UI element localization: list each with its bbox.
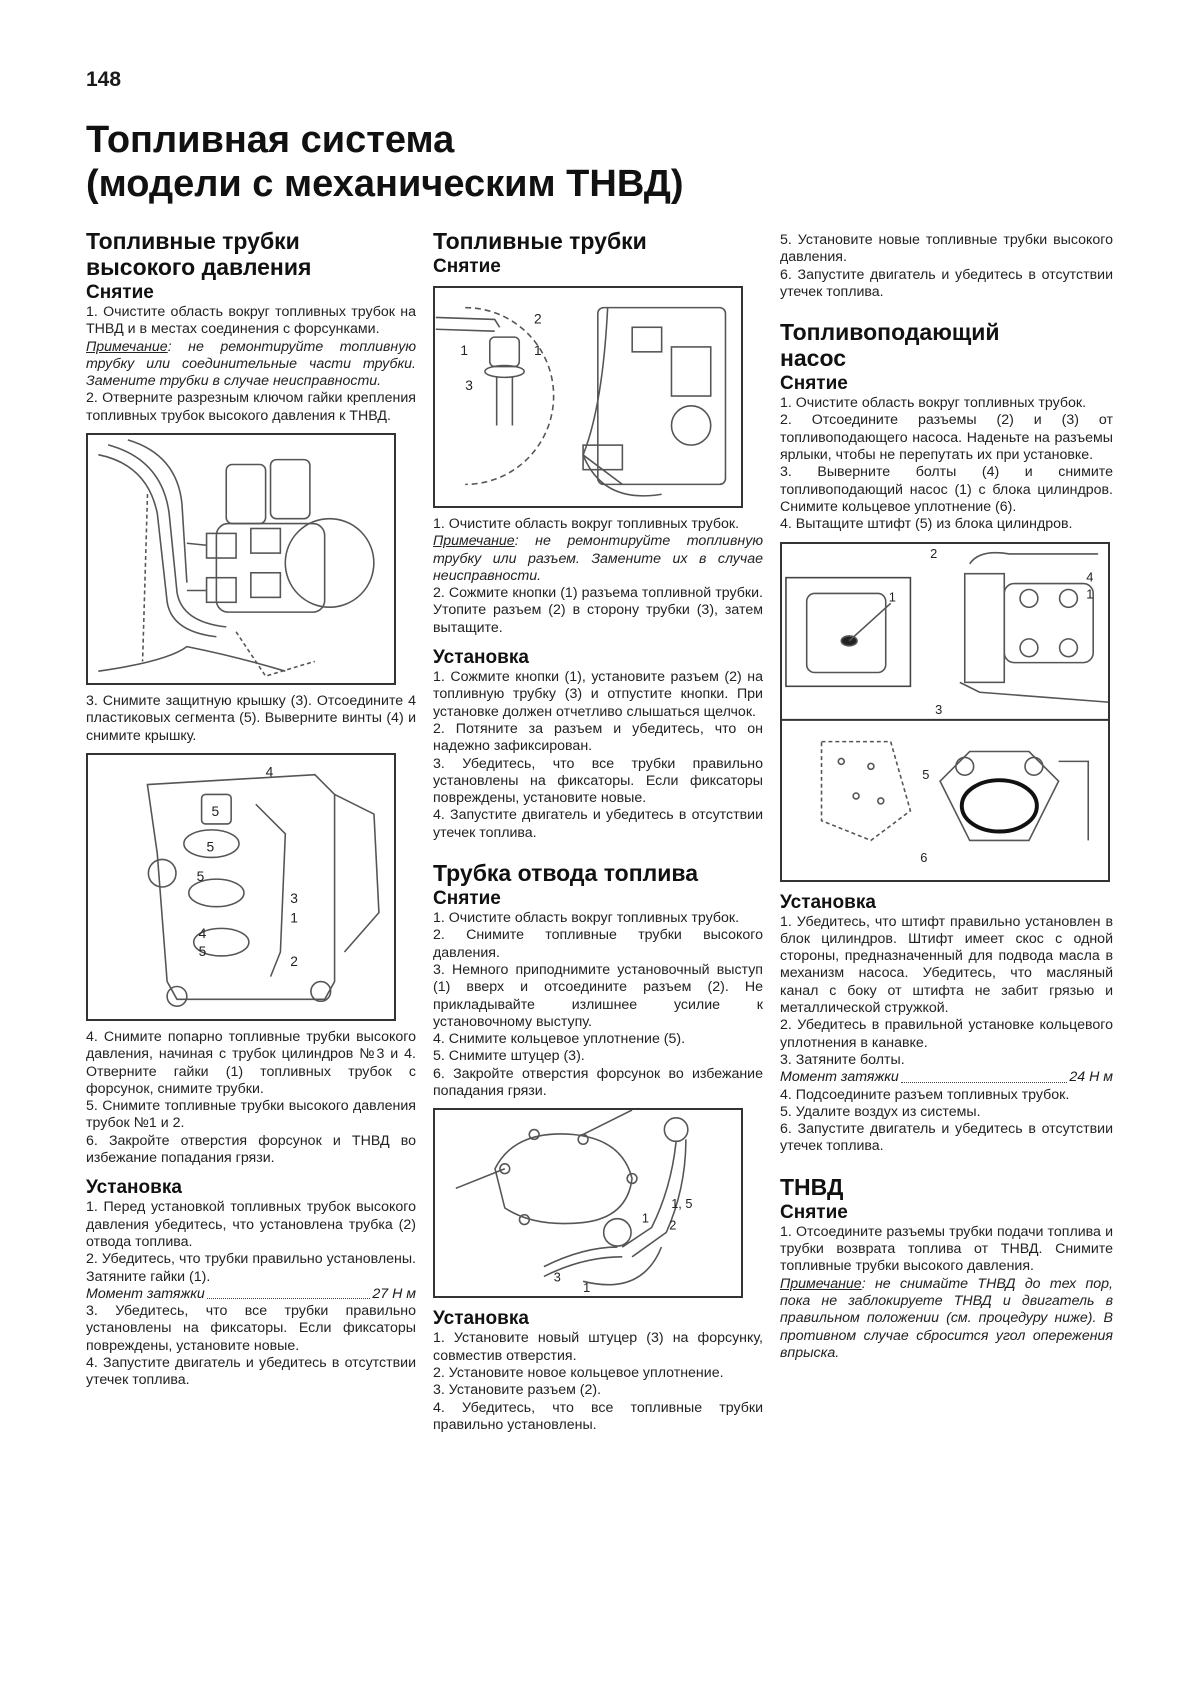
step: 5. Снимите штуцер (3). <box>433 1048 585 1065</box>
step: 2. Сожмите кнопки (1) разъема топливной трубки. Утопите разъем (2) в сторону трубки (3), затем вытащите. <box>433 585 763 636</box>
callout-label: 6 <box>920 849 928 865</box>
torque-value: 24 Н м <box>1069 1069 1113 1086</box>
step: 4. Запустите двигатель и убедитесь в отсутствии утечек топлива. <box>433 807 763 841</box>
torque-spec <box>780 1069 1113 1086</box>
step: 1. Установите новый штуцер (3) на форсунку, совместив отверстия. <box>433 1330 763 1364</box>
callout-label: 1 <box>583 1280 591 1296</box>
step: 4. Запустите двигатель и убедитесь в отсутствии утечек топлива. <box>86 1355 416 1389</box>
column-3 <box>780 232 1113 1362</box>
note-text: : не ремонтируйте топливную трубку или соединительные части трубки. Замените трубки в случае неисправности. <box>86 338 416 390</box>
step: 1. Перед установкой топливных трубок высокого давления убедитесь, что установлена трубка (2) отвода топлива. <box>86 1199 416 1250</box>
removal-heading: Снятие <box>780 1201 848 1223</box>
figure-fuel-connector <box>433 286 743 508</box>
page-number: 148 <box>86 68 122 91</box>
section-title-line: Топливоподающий <box>780 319 1000 346</box>
step: 5. Снимите топливные трубки высокого давления трубок №1 и 2. <box>86 1098 416 1132</box>
figure-feed-pump <box>780 542 1110 882</box>
callout-label: 1 <box>1086 585 1094 601</box>
step: 1. Очистите область вокруг топливных трубок. <box>433 516 740 532</box>
step: 4. Снимите попарно топливные трубки высокого давления, начиная с трубок цилиндров №3 и 4. Отверните гайки (1) топливных трубок с форсунок, снимите трубки. <box>86 1028 416 1097</box>
connector-illustration-icon <box>435 288 741 506</box>
removal-heading: Снятие <box>433 888 501 910</box>
note-label: Примечание <box>86 338 168 355</box>
callout-label: 4 <box>265 764 274 780</box>
callout-label: 1 <box>641 1210 649 1226</box>
callout-label: 5 <box>211 804 220 820</box>
torque-label: Момент затяжки <box>780 1069 899 1086</box>
step: 3. Выверните болты (4) и снимите топливоподающий насос (1) с блока цилиндров. Снимите кольцевое уплотнение (6). <box>780 464 1113 515</box>
callout-label: 2 <box>669 1217 677 1233</box>
page-title-line1: Топливная система <box>86 119 455 161</box>
step: 3. Установите разъем (2). <box>433 1382 602 1399</box>
step: 3. Убедитесь, что все трубки правильно установлены на фиксаторы. Если фиксаторы повреждены, установите новые. <box>433 755 763 807</box>
step: 4. Подсоедините разъем топливных трубок. <box>780 1086 1070 1103</box>
callout-label: 1 <box>460 342 468 358</box>
step: 4. Вытащите штифт (5) из блока цилиндров. <box>780 516 1073 533</box>
figure-return-tube <box>433 1108 743 1298</box>
torque-label: Момент затяжки <box>86 1285 205 1302</box>
step: 3. Снимите защитную крышку (3). Отсоедините 4 пластиковых сегмента (5). Выверните винты (4) и снимите крышку. <box>86 693 416 744</box>
note <box>86 339 416 391</box>
callout-label: 2 <box>533 311 542 327</box>
callout-label: 3 <box>465 378 473 394</box>
step: 2. Отсоедините разъемы (2) и (3) от топливоподающего насоса. Наденьте на разъемы ярлыки, чтобы не перепутать их при установке. <box>780 412 1113 464</box>
callout-label: 3 <box>290 890 298 906</box>
head-cover-illustration-icon <box>88 755 394 1019</box>
step: 2. Отверните разрезным ключом гайки крепления топливных трубок высокого давления к ТНВД. <box>86 390 416 424</box>
callout-label: 1, 5 <box>671 1196 693 1212</box>
step: 2. Потяните за разъем и убедитесь, что он надежно зафиксирован. <box>433 720 763 755</box>
step: 6. Запустите двигатель и убедитесь в отсутствии утечек топлива. <box>780 1121 1113 1155</box>
return-tube-illustration-icon <box>435 1110 741 1296</box>
callout-label: 3 <box>553 1269 561 1285</box>
column-1 <box>86 228 416 1390</box>
section-title-return-tube: Трубка отвода топлива <box>433 860 698 887</box>
step: 6. Закройте отверстия форсунок и ТНВД во избежание попадания грязи. <box>86 1132 416 1167</box>
callout-label: 1 <box>888 588 896 604</box>
section-title-fuel-tubes: Топливные трубки <box>433 228 647 254</box>
callout-label: 4 <box>198 926 207 942</box>
removal-heading: Снятие <box>433 256 501 277</box>
section-title-line: высокого давления <box>86 254 312 280</box>
section-title-feed-pump <box>780 319 1113 371</box>
note <box>433 533 763 585</box>
callout-label: 3 <box>935 701 943 717</box>
step: 1. Отсоедините разъемы трубки подачи топлива и трубки возврата топлива от ТНВД. Снимите топливные трубки высокого давления. <box>780 1223 1113 1275</box>
step: 6. Запустите двигатель и убедитесь в отсутствии утечек топлива. <box>780 266 1113 300</box>
step: 2. Убедитесь в правильной установке кольцевого уплотнения в канавке. <box>780 1017 1113 1051</box>
page-title-line2: (модели с механическим ТНВД) <box>86 163 684 205</box>
step: 2. Убедитесь, что трубки правильно установлены. Затяните гайки (1). <box>86 1251 416 1285</box>
figure-cylinder-head-cover <box>86 753 396 1021</box>
callout-label: 2 <box>930 545 938 561</box>
step: 5. Установите новые топливные трубки высокого давления. <box>780 232 1113 266</box>
install-heading: Установка <box>780 891 876 913</box>
feed-pump-illustration-icon <box>782 544 1108 880</box>
section-title-hp-tubes <box>86 228 416 280</box>
step: 1. Очистите область вокруг топливных трубок на ТНВД и в местах соединения с форсунками. <box>86 304 416 338</box>
step: 1. Убедитесь, что штифт правильно установлен в блок цилиндров. Штифт имеет скос с одной стороны, предназначенный для подвода масла в механизм насоса. Убедитесь, что масляный канал с боку от штифта не забит грязью и металлической стружкой. <box>780 913 1113 1017</box>
install-heading: Установка <box>433 1308 529 1330</box>
step: 4. Убедитесь, что все топливные трубки правильно установлены. <box>433 1399 763 1433</box>
callout-label: 2 <box>290 953 298 969</box>
install-heading: Установка <box>86 1177 182 1199</box>
figure-injection-pump-fittings <box>86 433 396 685</box>
step: 3. Убедитесь, что все трубки правильно установлены на фиксаторы. Если фиксаторы повреждены, установите новые. <box>86 1303 416 1354</box>
page-title <box>86 118 684 206</box>
column-2 <box>433 228 763 1434</box>
step: 3. Немного приподнимите установочный выступ (1) вверх и отсоедините разъем (2). Не прикладывайте излишнее усилие к установочному выступу. <box>433 961 763 1030</box>
callout-label: 1 <box>533 342 542 358</box>
step: 1. Очистите область вокруг топливных трубок. <box>780 395 1087 412</box>
step: 1. Очистите область вокруг топливных трубок. <box>433 910 740 927</box>
step: 6. Закройте отверстия форсунок во избежание попадания грязи. <box>433 1065 763 1100</box>
note-text: : не снимайте ТНВД до тех пор, пока не заблокируете ТНВД и двигатель в правильном положении (см. процедуру ниже). В противном случае сбросится угол опережения впрыска. <box>780 1275 1113 1361</box>
pump-fittings-illustration-icon <box>88 435 394 683</box>
step: 1. Сожмите кнопки (1), установите разъем (2) на топливную трубку (3) и отпустите кнопки. При установке должен отчетливо слышаться щелчок. <box>433 669 763 720</box>
note-label: Примечание <box>780 1275 862 1292</box>
note-text: : не ремонтируйте топливную трубку или разъем. Замените их в случае неисправности. <box>433 533 763 584</box>
step: 3. Затяните болты. <box>780 1051 905 1068</box>
removal-heading: Снятие <box>86 282 154 303</box>
step: 2. Снимите топливные трубки высокого давления. <box>433 927 763 961</box>
callout-label: 5 <box>198 943 207 959</box>
install-heading: Установка <box>433 647 529 669</box>
section-title-tnvd: ТНВД <box>780 1173 844 1200</box>
torque-value: 27 Н м <box>372 1285 416 1302</box>
torque-spec <box>86 1286 416 1303</box>
step: 2. Установите новое кольцевое уплотнение. <box>433 1364 724 1381</box>
note <box>780 1276 1113 1362</box>
section-title-line: насос <box>780 345 847 372</box>
step: 4. Снимите кольцевое уплотнение (5). <box>433 1031 686 1048</box>
removal-heading: Снятие <box>780 373 848 395</box>
callout-label: 5 <box>922 766 930 782</box>
callout-label: 4 <box>1086 569 1094 585</box>
callout-label: 1 <box>290 910 298 926</box>
callout-label: 5 <box>196 869 205 885</box>
step: 5. Удалите воздух из системы. <box>780 1103 981 1120</box>
note-label: Примечание <box>433 533 515 550</box>
section-title-line: Топливные трубки <box>86 228 300 254</box>
callout-label: 5 <box>206 839 215 855</box>
